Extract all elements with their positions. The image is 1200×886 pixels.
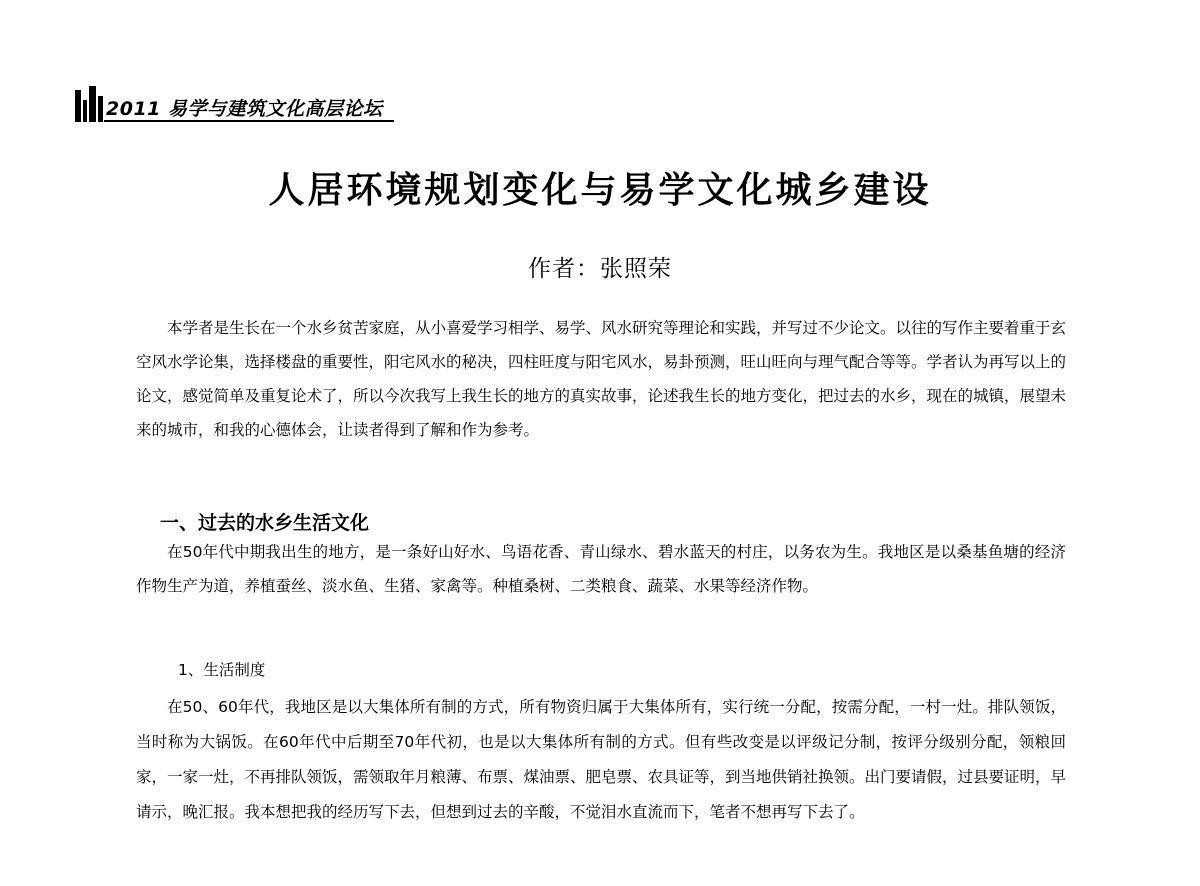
header-underline [104, 120, 394, 122]
publication-logo [74, 86, 104, 122]
article-title: 人居环境规划变化与易学文化城乡建设 [268, 169, 932, 211]
section-heading: 一、过去的水乡生活文化 [160, 512, 370, 534]
publication-name: 2011 易学与建筑文化高层论坛 [106, 98, 383, 120]
intro-paragraph: 本学者是生长在一个水乡贫苦家庭，从小喜爱学习相学、易学、风水研究等理论和实践，并写过不少论文。以往的写作主要着重于玄空风水学论集，选择楼盘的重要性，阳宅风水的秘决，四柱旺度与阳宅风水，易卦预测，旺山旺向与理气配合等等。学者认为再写以上的论文，感觉简单及重复论术了，所以今次我写上我生长的地方的真实故事，论述我生长的地方变化，把过去的水乡，现在的城镇，展望未来的城市，和我的心德体会，让读者得到了解和作为参考。 [136, 319, 1067, 439]
subsection-heading: 1、生活制度 [178, 661, 266, 679]
subsection-paragraph: 在50、60年代，我地区是以大集体所有制的方式，所有物资归属于大集体所有，实行统一分配，按需分配，一村一灶。排队领饭，当时称为大锅饭。在60年代中后期至70年代初，也是以大集体所有制的方式。但有些改变是以评级记分制，按评分级别分配，领粮回家，一家一灶，不再排队领饭，需领取年月粮薄、布票、煤油票、肥皂票、农具证等，到当地供销社换领。出门要请假，过县要证明，早请示，晚汇报。我本想把我的经历写下去，但想到过去的辛酸，不觉泪水直流而下，笔者不想再写下去了。 [136, 698, 1067, 821]
section-paragraph: 在50年代中期我出生的地方，是一条好山好水、鸟语花香、青山绿水、碧水蓝天的村庄，以务农为生。我地区是以桑基鱼塘的经济作物生产为道，养植蚕丝、淡水鱼、生猪、家禽等。种植桑树、二类粮食、蔬菜、水果等经济作物。 [136, 543, 1066, 595]
article-author: 作者：张照荣 [528, 256, 672, 282]
publication-header [74, 84, 414, 124]
